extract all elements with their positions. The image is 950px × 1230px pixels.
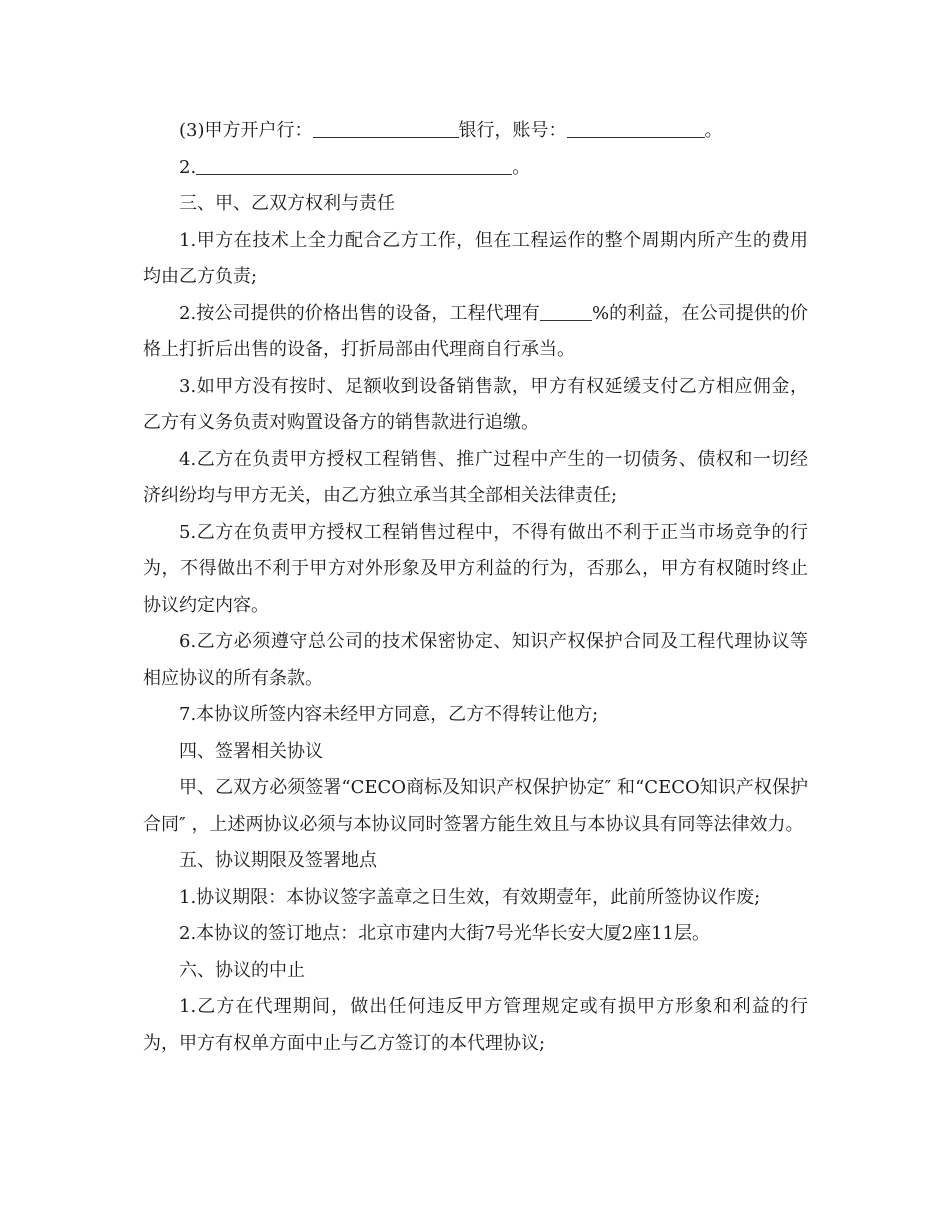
section-4-title: 四、签署相关协议: [179, 740, 323, 762]
bank-line-end: 。: [704, 120, 723, 141]
s3-item2-before: 2.按公司提供的价格出售的设备，工程代理有: [179, 302, 540, 324]
document-body: [143, 113, 808, 1062]
bank-line-prefix: (3)甲方开户行：: [179, 120, 313, 141]
section-3-item-1: 1.甲方在技术上全力配合乙方工作，但在工程运作的整个周期内所产生的费用均由乙方负责;: [143, 229, 808, 287]
section-3-item-3: 3.如甲方没有按时、足额收到设备销售款，甲方有权延缓支付乙方相应佣金，乙方有义务负责对购置设备方的销售款进行追缴。: [143, 375, 808, 433]
section-5-title: 五、协议期限及签署地点: [179, 850, 377, 871]
section-3-item-7: 7.本协议所签内容未经甲方同意，乙方不得转让他方;: [179, 704, 599, 725]
profit-percent-blank: [540, 300, 592, 321]
bank-name-blank: [313, 117, 459, 138]
bank-line-middle: 银行，账号：: [458, 120, 567, 141]
section-3-item-6: 6.乙方必须遵守总公司的技术保密协定、知识产权保护合同及工程代理协议等相应协议的所有条款。: [143, 631, 808, 689]
bank-account-line: [143, 113, 808, 150]
item2-line: [143, 150, 808, 187]
section-6-title: 六、协议的中止: [179, 959, 305, 981]
section-3-item-5: 5.乙方在负责甲方授权工程销售过程中，不得有做出不利于正当市场竞争的行为，不得做出不利于甲方对外形象及甲方利益的行为，否那么，甲方有权随时终止协议约定内容。: [143, 521, 808, 616]
section-3-item-2: [143, 296, 808, 369]
account-number-blank: [567, 117, 705, 138]
item2-end: 。: [512, 156, 531, 178]
section-5-item-2: 2.本协议的签订地点：北京市建内大街7号光华长安大厦2座11层。: [179, 923, 710, 944]
item2-blank: [196, 154, 512, 175]
item2-prefix: 2.: [179, 156, 197, 178]
section-4-text: 甲、乙双方必须签署“CECO商标及知识产权保护协定″ 和“CECO知识产权保护合同″ ，上述两协议必须与本协议同时签署方能生效且与本协议具有同等法律效力。: [143, 777, 808, 835]
s3-item2-after: %的利益，在公司提供的价格上打折后出售的设备，打折局部由代理商自行承当。: [143, 302, 809, 360]
section-3-item-4: 4.乙方在负责甲方授权工程销售、推广过程中产生的一切债务、债权和一切经济纠纷均与甲方无关，由乙方独立承当其全部相关法律责任;: [143, 448, 808, 506]
section-5-item-1: 1.协议期限：本协议签字盖章之日生效，有效期壹年，此前所签协议作废;: [179, 886, 761, 908]
section-6-item-1: 1.乙方在代理期间，做出任何违反甲方管理规定或有损甲方形象和利益的行为，甲方有权单方面中止与乙方签订的本代理协议;: [143, 996, 808, 1054]
section-3-title: 三、甲、乙双方权利与责任: [179, 193, 395, 214]
